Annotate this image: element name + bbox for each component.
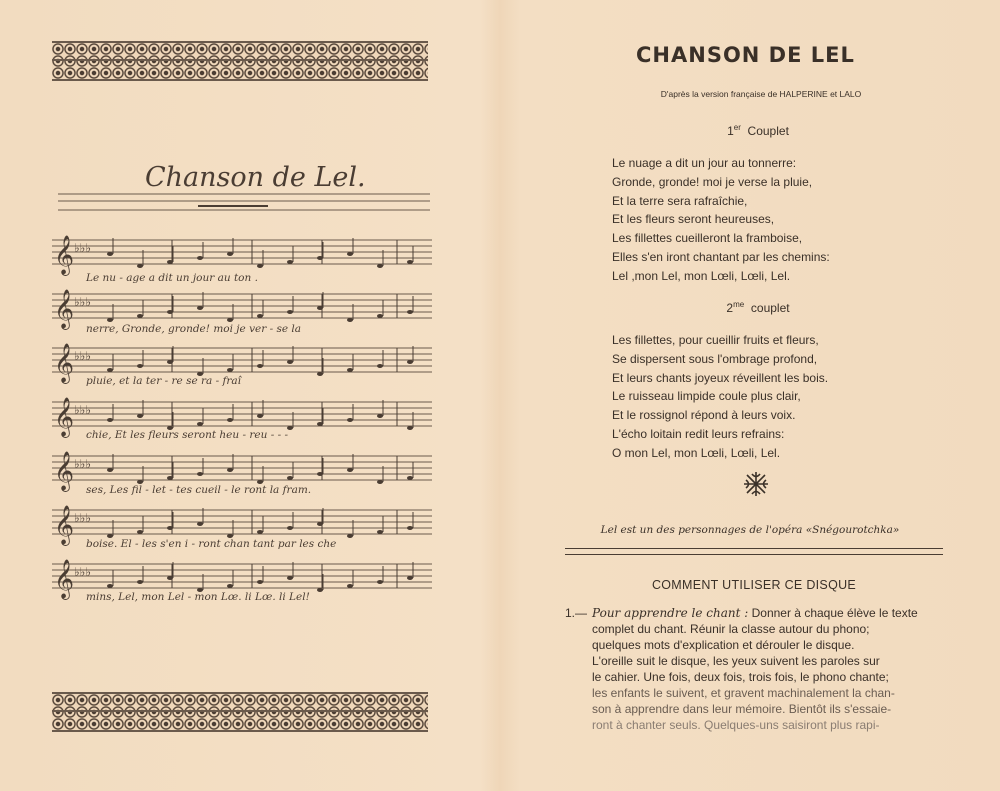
svg-text:♭♭♭: ♭♭♭ — [74, 565, 91, 579]
verse-line: O mon Lel, mon Lœli, Lœli, Lel. — [612, 445, 781, 460]
paragraph-line: ront à chanter seuls. Quelques-uns saisiront plus rapi- — [592, 718, 880, 732]
verse-line: Et les fleurs seront heureuses, — [612, 212, 775, 227]
paragraph-line: son à apprendre dans leur mémoire. Bientôt ils s'essaie- — [592, 702, 892, 716]
svg-text:♭♭♭: ♭♭♭ — [74, 349, 91, 363]
verse-line: Et leurs chants joyeux réveillent les bois. — [612, 370, 829, 385]
paragraph-line: complet du chant. Réunir la classe autour du phono; — [592, 622, 870, 636]
paragraph-line: Pour apprendre le chant : Donner à chaque élève le texte — [592, 606, 918, 620]
subtitle: D'après la version française de HALPERINE et LALO — [660, 89, 862, 99]
verse-line: Gronde, gronde! moi je verse la pluie, — [612, 174, 813, 189]
lyric-line: mins, Lel, mon Lel - mon Lœ. li Lœ. li Lel! — [86, 591, 310, 603]
verse-line: Les fillettes, pour cueillir fruits et fleurs, — [612, 333, 819, 347]
section-heading: COMMENT UTILISER CE DISQUE — [651, 578, 857, 592]
verse-line: Et la terre sera rafraîchie, — [612, 193, 748, 208]
instruction-item-1 — [565, 605, 943, 733]
verse-2 — [612, 331, 828, 463]
verse-line: Les fillettes cueilleront la framboise, — [612, 231, 803, 246]
lyric-line: boise. El - les s'en i - ront chan tant par les che — [86, 538, 337, 550]
svg-text:♭♭♭: ♭♭♭ — [74, 457, 91, 471]
svg-text:♭♭♭: ♭♭♭ — [74, 403, 91, 417]
ornamental-border-bottom — [52, 692, 428, 732]
item-number: 1.— — [565, 606, 588, 620]
lyric-line: nerre, Gronde, gronde! moi je ver - se la — [86, 323, 302, 335]
lyric-line: ses, Les fil - let - tes cueil - le ront la fram. — [86, 484, 312, 496]
svg-text:𝄞: 𝄞 — [54, 397, 75, 437]
lyric-line: chie, Et les fleurs seront heu - reu - - - — [86, 429, 289, 441]
paragraph-line: L'oreille suit le disque, les yeux suivent les paroles sur — [592, 654, 880, 668]
verse-line: Se dispersent sous l'ombrage profond, — [612, 351, 818, 366]
couplet-2-heading: $2^{me}$ couplet — [726, 300, 790, 315]
title-underline-staff — [58, 192, 430, 214]
page-title: CHANSON DE LEL — [636, 43, 855, 67]
verse-line: L'écho loitain redit leurs refrains: — [612, 426, 785, 441]
verse-line: Le ruisseau limpide coule plus clair, — [612, 389, 801, 404]
svg-text:♭♭♭: ♭♭♭ — [74, 241, 91, 255]
svg-text:𝄞: 𝄞 — [54, 235, 75, 275]
paragraph-line: les enfants le suivent, et gravent machinalement la chan- — [592, 686, 895, 700]
staff-system — [52, 235, 432, 276]
svg-text:♭♭♭: ♭♭♭ — [74, 511, 91, 525]
ornamental-border-top — [52, 41, 428, 81]
svg-text:𝄞: 𝄞 — [54, 343, 75, 383]
svg-text:𝄞: 𝄞 — [54, 451, 75, 491]
verse-1 — [612, 154, 830, 286]
flower-ornament-icon — [742, 470, 770, 498]
svg-text:𝄞: 𝄞 — [54, 289, 75, 329]
couplet-1-heading: 1er Couplet — [727, 123, 789, 138]
svg-text:𝄞: 𝄞 — [54, 505, 75, 545]
music-score — [52, 232, 437, 612]
paragraph-line: le cahier. Une fois, deux fois, trois fois, le phono chante; — [592, 670, 889, 684]
verse-line: Lel ,mon Lel, mon Lœli, Lœli, Lel. — [612, 268, 791, 283]
svg-text:𝄞: 𝄞 — [54, 559, 75, 599]
lyric-line: Le nu - age a dit un jour au ton . — [86, 272, 258, 284]
verse-line: Le nuage a dit un jour au tonnerre: — [612, 156, 797, 170]
verse-line: Et le rossignol répond à leurs voix. — [612, 408, 796, 423]
opera-caption: Lel est un des personnages de l'opéra «Snégourotchka» — [600, 524, 900, 536]
svg-text:♭♭♭: ♭♭♭ — [74, 295, 91, 309]
lyric-line: pluie, et la ter - re se ra - fraî — [86, 375, 242, 387]
paragraph-line: quelques mots d'explication et dérouler le disque. — [592, 638, 855, 652]
double-rule-divider — [565, 548, 943, 555]
verse-line: Elles s'en iront chantant par les chemins: — [612, 249, 830, 264]
score-title: Chanson de Lel. — [145, 162, 366, 193]
